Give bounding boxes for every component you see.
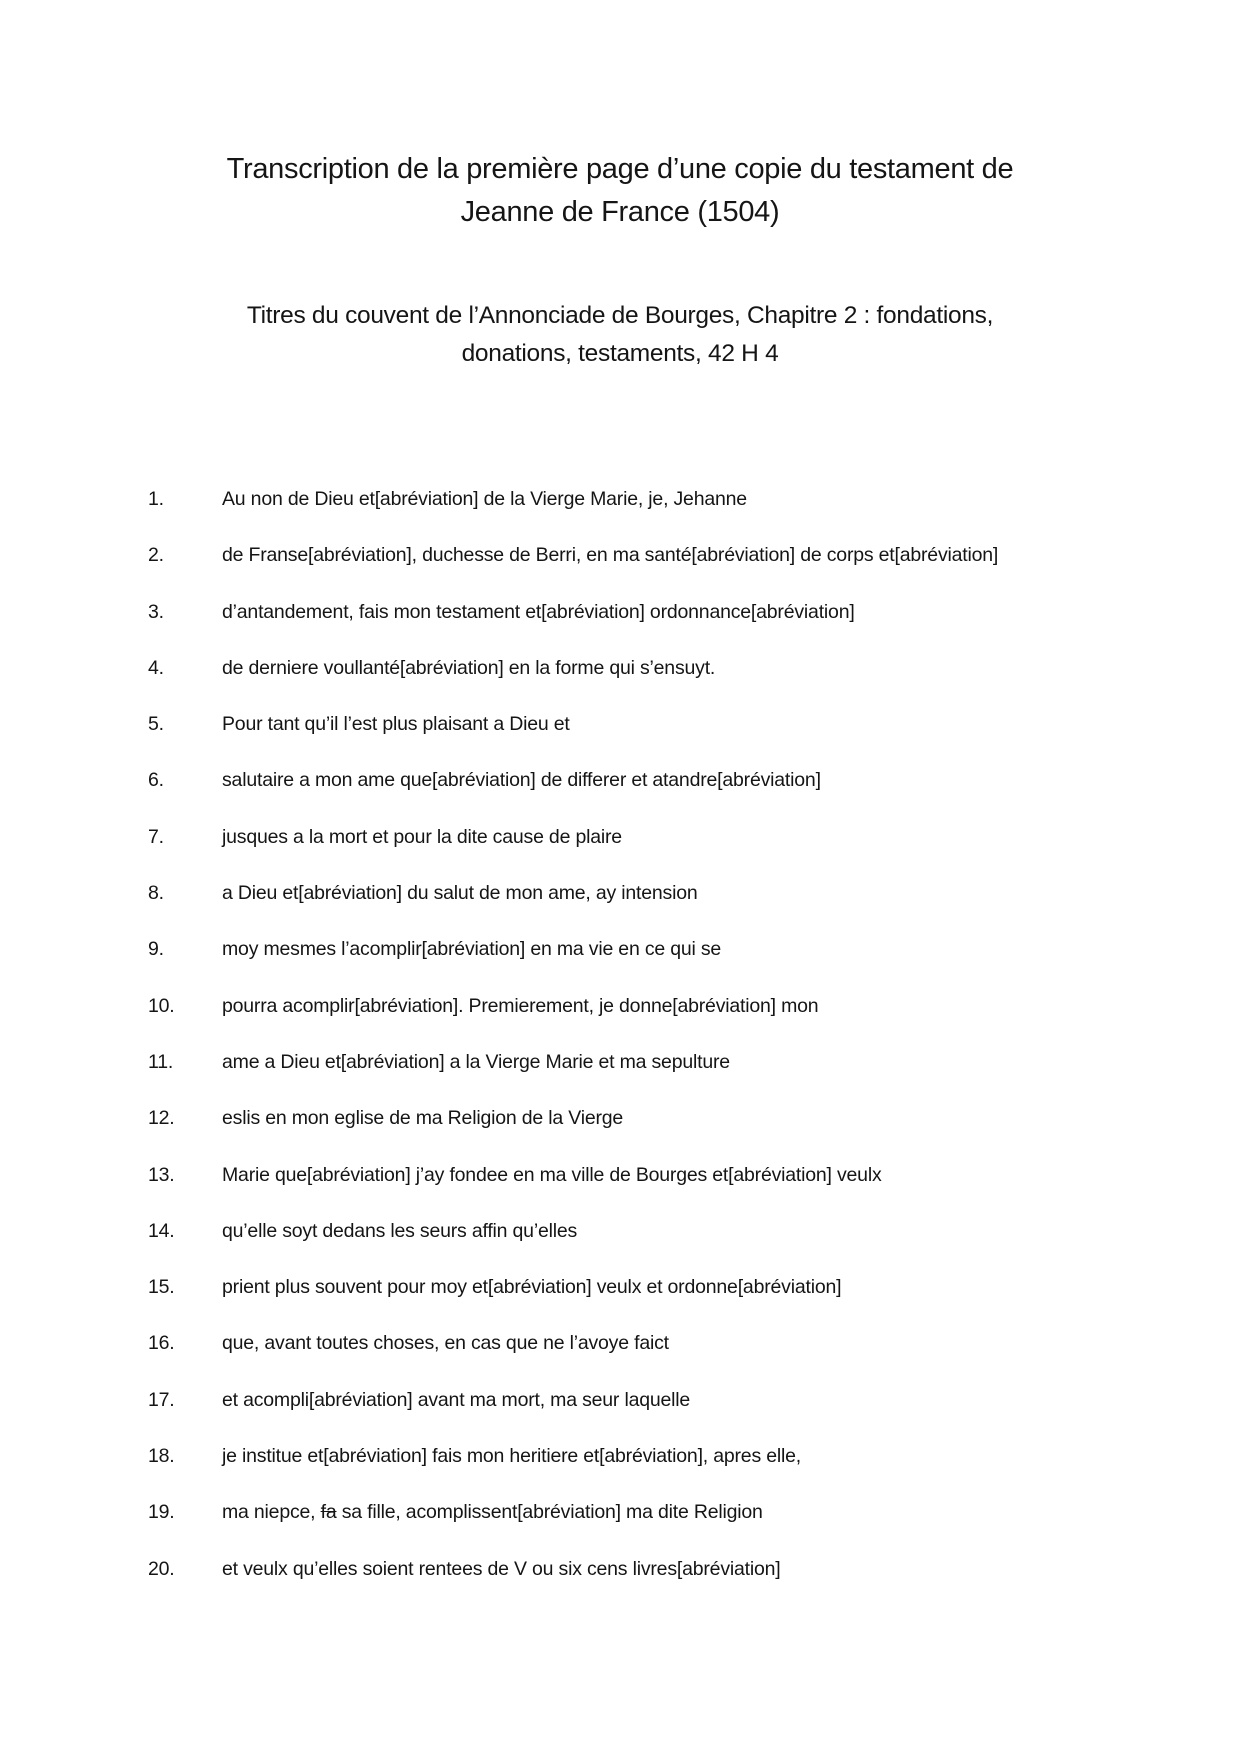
line-text: moy mesmes l’acomplir[abréviation] en ma vie en ce qui se: [222, 938, 722, 961]
transcription-line: [0, 1499, 1240, 1555]
title-line-2: Jeanne de France (1504): [460, 196, 780, 228]
line-number: 15.: [148, 1276, 175, 1299]
line-text: et acompli[abréviation] avant ma mort, ma seur laquelle: [222, 1388, 691, 1411]
transcription-line: [0, 1105, 1240, 1161]
line-number: 8.: [148, 882, 164, 905]
line-text: pourra acomplir[abréviation]. Premierement, je donne[abréviation] mon: [222, 994, 819, 1017]
line-number: 13.: [148, 1163, 175, 1186]
line-number: 11.: [148, 1050, 174, 1073]
line-number: 16.: [148, 1332, 175, 1355]
line-number: 2.: [148, 544, 164, 567]
transcription-line: [0, 599, 1240, 655]
transcription-line: [0, 1274, 1240, 1330]
transcription-line: [0, 1218, 1240, 1274]
line-text: eslis en mon eglise de ma Religion de la Vierge: [222, 1107, 624, 1130]
transcription-line: [0, 993, 1240, 1049]
subtitle-line-2: donations, testaments, 42 H 4: [461, 340, 779, 367]
transcription-line: [0, 880, 1240, 936]
line-text: Pour tant qu’il l’est plus plaisant a Dieu et: [222, 713, 570, 736]
transcription-line: [0, 542, 1240, 598]
line-text: jusques a la mort et pour la dite cause de plaire: [222, 825, 622, 848]
line-text: a Dieu et[abréviation] du salut de mon ame, ay intension: [222, 882, 698, 905]
line-text: que, avant toutes choses, en cas que ne l’avoye faict: [222, 1332, 669, 1355]
document-subtitle: [150, 297, 1090, 373]
line-text: Au non de Dieu et[abréviation] de la Vierge Marie, je, Jehanne: [222, 488, 747, 510]
line-text-before: ma niepce,: [222, 1501, 321, 1524]
transcription-line: [0, 824, 1240, 880]
line-number: 17.: [148, 1388, 175, 1411]
line-number: 20.: [148, 1557, 175, 1580]
line-number: 4.: [148, 656, 164, 679]
line-text: qu’elle soyt dedans les seurs affin qu’elles: [222, 1219, 578, 1242]
line-number: 3.: [148, 600, 164, 623]
transcription-line: [0, 767, 1240, 823]
line-number: 9.: [148, 938, 164, 961]
line-text: ame a Dieu et[abréviation] a la Vierge Marie et ma sepulture: [222, 1050, 730, 1073]
line-number: 12.: [148, 1107, 175, 1130]
transcription-lines: [0, 486, 1240, 1612]
transcription-line: [0, 1387, 1240, 1443]
transcription-line: [0, 936, 1240, 992]
transcription-line: [0, 486, 1240, 542]
transcription-line: [0, 1049, 1240, 1105]
line-number: 7.: [148, 825, 164, 848]
line-text: prient plus souvent pour moy et[abréviation] veulx et ordonne[abréviation]: [222, 1276, 842, 1299]
line-number: 14.: [148, 1219, 175, 1242]
line-text: Marie que[abréviation] j’ay fondee en ma ville de Bourges et[abréviation] veulx: [222, 1163, 882, 1186]
line-text: d’antandement, fais mon testament et[abréviation] ordonnance[abréviation]: [222, 600, 855, 623]
line-number: 6.: [148, 769, 164, 792]
transcription-line: [0, 655, 1240, 711]
line-text: salutaire a mon ame que[abréviation] de differer et atandre[abréviation]: [222, 769, 821, 792]
subtitle-line-1: Titres du couvent de l’Annonciade de Bourges, Chapitre 2 : fondations,: [246, 302, 994, 329]
line-text: de Franse[abréviation], duchesse de Berri, en ma santé[abréviation] de corps et[abréviation]: [222, 544, 999, 567]
transcription-line: [0, 1443, 1240, 1499]
line-number: 5.: [148, 713, 164, 736]
line-number: 1.: [148, 488, 164, 510]
transcription-line: [0, 711, 1240, 767]
transcription-line: [0, 1162, 1240, 1218]
transcription-line: [0, 1556, 1240, 1612]
line-text: de derniere voullanté[abréviation] en la forme qui s’ensuyt.: [222, 656, 716, 679]
line-text: je institue et[abréviation] fais mon heritiere et[abréviation], apres elle,: [222, 1445, 801, 1468]
line-number: 19.: [148, 1501, 175, 1524]
transcription-line: [0, 1330, 1240, 1386]
title-line-1: Transcription de la première page d’une copie du testament de: [226, 153, 1014, 185]
struck-text: fa: [320, 1501, 337, 1524]
line-text: et veulx qu’elles soient rentees de V ou six cens livres[abréviation]: [222, 1557, 781, 1580]
line-number: 10.: [148, 994, 175, 1017]
line-number: 18.: [148, 1445, 175, 1468]
line-text: [222, 1499, 763, 1525]
document-title: [150, 148, 1090, 234]
line-text-after: sa fille, acomplissent[abréviation] ma dite Religion: [336, 1501, 763, 1524]
